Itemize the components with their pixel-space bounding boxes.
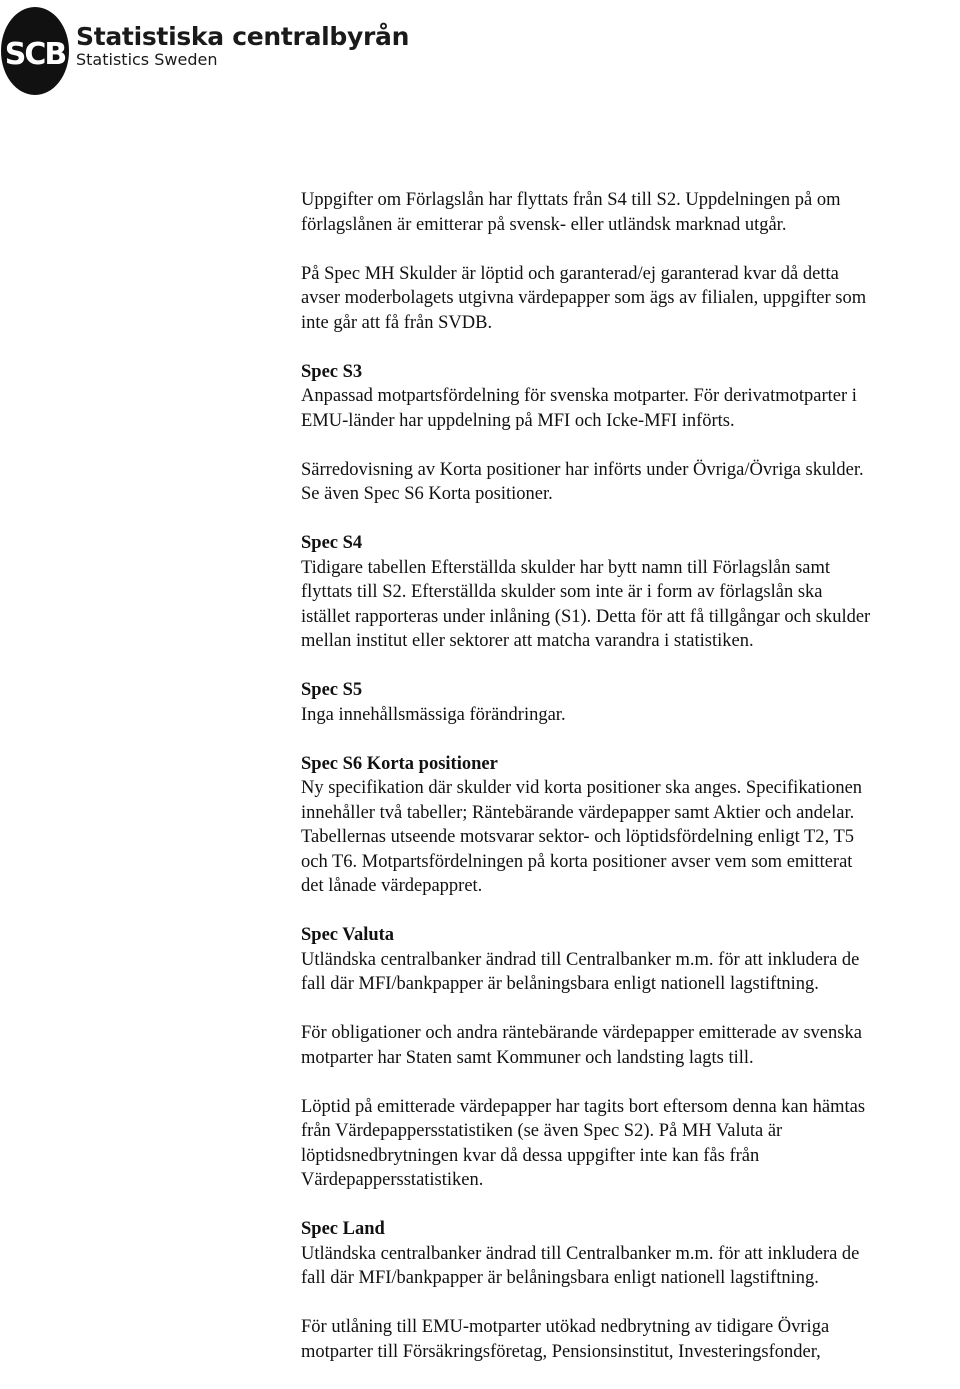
paragraph [301,1021,951,1070]
paragraph-line: EMU-länder har uppdelning på MFI och Icke-MFI införts. [301,410,735,431]
paragraph [301,1315,951,1364]
page-header [0,0,960,100]
document-body [301,188,951,1389]
scb-logo-icon [0,6,70,96]
paragraph [301,1217,951,1291]
paragraph-line: Tidigare tabellen Efterställda skulder har bytt namn till Förlagslån samt [301,557,831,578]
logo-mark-text: SCB [4,37,66,72]
paragraph-line: motparter till Försäkringsföretag, Pensionsinstitut, Investeringsfonder, [301,1341,821,1362]
paragraph-line: Värdepappersstatistiken. [301,1170,484,1190]
org-name: Statistiska centralbyrån [76,22,410,51]
paragraph-line: avser moderbolagets utgivna värdepapper som ägs av filialen, uppgifter som [301,288,867,308]
paragraph-line: Särredovisning av Korta positioner har införts under Övriga/Övriga skulder. [301,459,864,480]
org-name-en: Statistics Sweden [76,50,218,69]
section-heading: Spec S6 Korta positioner [301,753,498,774]
paragraph-line: från Värdepappersstatistiken (se även Spec S2). På MH Valuta är [301,1121,783,1141]
paragraph-line: och T6. Motpartsfördelningen på korta positioner avser vem som emitterat [301,851,853,872]
section-heading: Spec S5 [301,680,363,700]
paragraph [301,458,951,507]
section-heading: Spec Valuta [301,925,395,945]
paragraph-line: Ny specifikation där skulder vid korta positioner ska anges. Specifikationen [301,778,863,798]
paragraph-line: fall där MFI/bankpapper är belåningsbara enligt nationell lagstiftning. [301,1268,819,1288]
paragraph [301,923,951,997]
paragraph [301,360,951,434]
paragraph [301,188,951,237]
paragraph-line: Anpassad motpartsfördelning för svenska motparter. För derivatmotparter i [301,386,857,406]
section-heading: Spec S4 [301,533,363,553]
org-name-block [76,24,409,68]
paragraph-line: förlagslånen är emitterar på svensk- eller utländsk marknad utgår. [301,214,787,235]
paragraph-line: Utländska centralbanker ändrad till Centralbanker m.m. för att inkludera de [301,949,860,970]
paragraph-line: inte går att få från SVDB. [301,312,493,333]
paragraph-line: Utländska centralbanker ändrad till Centralbanker m.m. för att inkludera de [301,1243,860,1264]
paragraph-line: motparter har Staten samt Kommuner och landsting lagts till. [301,1047,754,1068]
paragraph [301,262,951,336]
paragraph-line: Löptid på emitterade värdepapper har tagits bort eftersom denna kan hämtas [301,1096,866,1117]
paragraph-line: det lånade värdepappret. [301,876,483,896]
paragraph [301,1095,951,1193]
paragraph-line: flyttats till S2. Efterställda skulder som inte är i form av förlagslån ska [301,582,823,602]
paragraph [301,531,951,654]
paragraph-line: Uppgifter om Förlagslån har flyttats från S4 till S2. Uppdelningen på om [301,190,841,210]
paragraph-line: istället rapporteras under inlåning (S1). Detta för att få tillgångar och skulder [301,606,871,627]
paragraph-line: För utlåning till EMU-motparter utökad nedbrytning av tidigare Övriga [301,1317,830,1337]
paragraph-line: fall där MFI/bankpapper är belåningsbara enligt nationell lagstiftning. [301,974,819,994]
section-heading: Spec Land [301,1219,385,1239]
paragraph-line: mellan institut eller sektorer att matcha varandra i statistiken. [301,631,754,651]
paragraph-line: Inga innehållsmässiga förändringar. [301,704,566,725]
paragraph-line: Se även Spec S6 Korta positioner. [301,484,553,504]
paragraph-line: För obligationer och andra räntebärande värdepapper emitterade av svenska [301,1023,862,1043]
section-heading: Spec S3 [301,361,363,382]
paragraph-line: innehåller två tabeller; Räntebärande värdepapper samt Aktier och andelar. [301,802,855,823]
paragraph-line: Tabellernas utseende motsvarar sektor- och löptidsfördelning enligt T2, T5 [301,827,855,847]
paragraph-line: löptidsnedbrytningen kvar då dessa uppgifter inte kan fås från [301,1145,760,1166]
paragraph [301,678,951,727]
paragraph-line: På Spec MH Skulder är löptid och garanterad/ej garanterad kvar då detta [301,263,839,284]
paragraph [301,752,951,899]
